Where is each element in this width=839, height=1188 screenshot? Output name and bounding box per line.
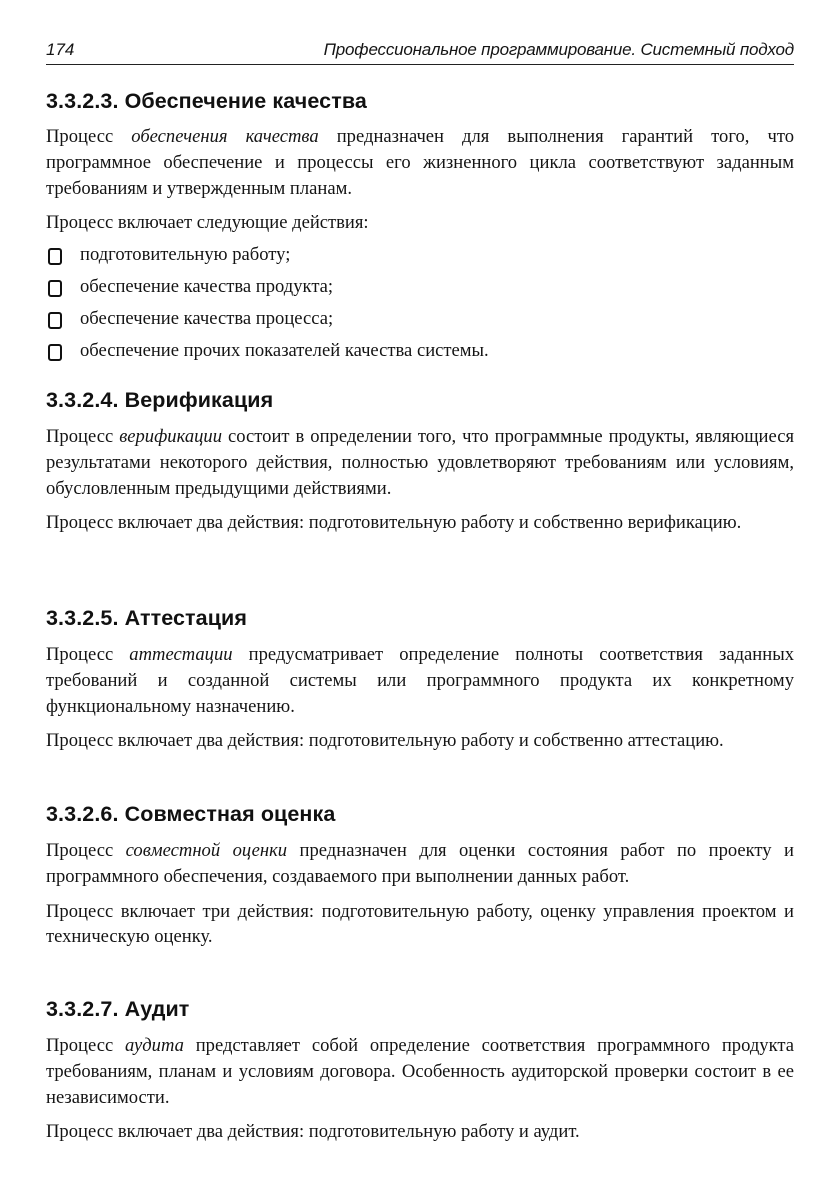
list-item: обеспечение качества процесса; <box>46 306 794 332</box>
checkbox-bullet-icon <box>48 280 62 297</box>
section-paragraph: Процесс включает два действия: подготовительную работу и собственно аттестацию. <box>46 730 724 752</box>
section-paragraph: Процесс включает следующие действия: <box>46 212 369 234</box>
section-heading: 3.3.2.4. Верификация <box>46 388 274 412</box>
list-item: обеспечение качества продукта; <box>46 274 794 300</box>
section-quality-assurance <box>46 87 794 369</box>
section-paragraph: Процесс аудита представляет собой определение соответствия программного продукта требованиям, планам и условиям договора. Особенность аудиторской проверки состоит в ее независимости. <box>46 1035 795 1108</box>
section-heading: 3.3.2.3. Обеспечение качества <box>46 89 367 113</box>
section-paragraph: Процесс включает два действия: подготовительную работу и аудит. <box>46 1121 580 1143</box>
term-emphasis: верификации <box>119 426 223 447</box>
activity-list <box>46 242 794 363</box>
section-paragraph: Процесс включает два действия: подготовительную работу и собственно верификацию. <box>46 512 742 534</box>
section-heading: 3.3.2.7. Аудит <box>46 997 190 1021</box>
term-emphasis: аудита <box>125 1035 184 1056</box>
list-item: обеспечение прочих показателей качества системы. <box>46 338 794 364</box>
section-heading: 3.3.2.6. Совместная оценка <box>46 802 336 826</box>
section-paragraph: Процесс обеспечения качества предназначен для выполнения гарантий того, что программное обеспечение и процессы его жизненного цикла соответствуют заданным требованиям и утвержденным планам. <box>46 126 795 199</box>
section-paragraph: Процесс совместной оценки предназначен для оценки состояния работ по проекту и программного обеспечения, создаваемого при выполнении данных работ. <box>46 840 794 887</box>
section-attestation <box>46 604 794 754</box>
section-verification <box>46 386 794 536</box>
section-audit <box>46 995 794 1145</box>
section-paragraph: Процесс аттестации предусматривает определение полноты соответствия заданных требований и созданной системы или программного продукта их конкретному функциональному назначению. <box>46 644 795 717</box>
list-item: подготовительную работу; <box>46 242 794 268</box>
running-header <box>46 38 794 65</box>
checkbox-bullet-icon <box>48 344 62 361</box>
term-emphasis: совместной оценки <box>125 840 288 861</box>
checkbox-bullet-icon <box>48 312 62 329</box>
checkbox-bullet-icon <box>48 248 62 265</box>
page-number: 174 <box>46 40 75 59</box>
section-heading: 3.3.2.5. Аттестация <box>46 606 247 630</box>
running-title: Профессиональное программирование. Системный подход <box>323 40 794 59</box>
term-emphasis: аттестации <box>129 644 233 665</box>
term-emphasis: обеспечения качества <box>131 126 319 147</box>
section-joint-review <box>46 800 794 950</box>
section-paragraph: Процесс включает три действия: подготовительную работу, оценку управления проектом и техническую оценку. <box>46 900 794 948</box>
section-paragraph: Процесс верификации состоит в определении того, что программные продукты, являющиеся результатами некоторого действия, полностью удовлетворяют требованиям или условиям, обусловленным предыдущими действиями. <box>46 426 795 499</box>
